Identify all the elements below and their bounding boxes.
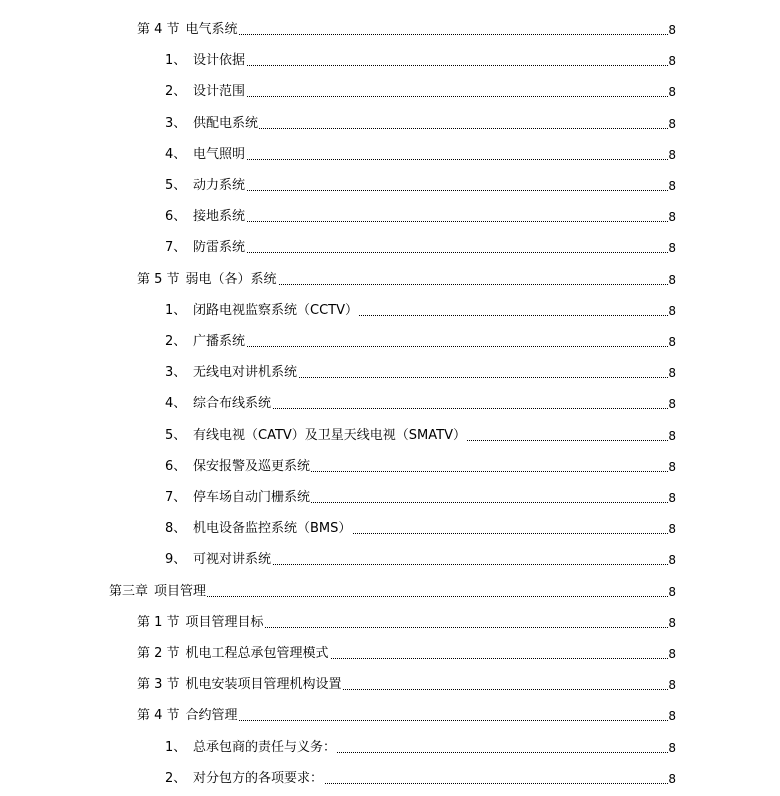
toc-entry-page-number: 8: [668, 304, 676, 318]
toc-entry[interactable]: [0, 581, 780, 603]
toc-entry-number: 5、: [165, 178, 187, 193]
toc-entry-page-number: 8: [668, 366, 676, 380]
toc-entry-page-number: 8: [668, 460, 676, 474]
toc-entry-text: [165, 768, 324, 790]
toc-entry-number: 6、: [165, 459, 187, 474]
toc-entry-number: 3、: [165, 116, 187, 131]
toc-entry[interactable]: [0, 518, 780, 540]
toc-entry-title: 弱电（各）系统: [185, 272, 277, 287]
toc-entry-page-number: 8: [668, 210, 676, 224]
toc-entry-number: 1、: [165, 740, 187, 755]
toc-entry[interactable]: [0, 549, 780, 571]
toc-entry-text: [165, 81, 246, 103]
toc-entry-title: 供配电系统: [193, 116, 259, 131]
toc-entry[interactable]: [0, 50, 780, 72]
toc-entry[interactable]: [0, 113, 780, 135]
toc-entry-number: 第 2 节: [137, 646, 180, 661]
toc-entry-text: [165, 144, 246, 166]
toc-entry-text: [165, 393, 272, 415]
toc-entry[interactable]: [0, 393, 780, 415]
toc-entry-text: [165, 300, 359, 322]
toc-entry-title: 合约管理: [185, 708, 238, 723]
toc-entry-title: 停车场自动门栅系统: [193, 490, 311, 505]
toc-entry-text: [137, 19, 239, 41]
toc-entry-text: [165, 425, 467, 447]
toc-entry-text: [165, 737, 337, 759]
toc-entry-page-number: 8: [668, 148, 676, 162]
toc-entry-page-number: 8: [668, 616, 676, 630]
toc-entry[interactable]: [0, 456, 780, 478]
toc-entry-number: 7、: [165, 490, 187, 505]
toc-entry-title: 有线电视（CATV）及卫星天线电视（SMATV）: [193, 428, 466, 443]
toc-entry-page-number: 8: [668, 335, 676, 349]
toc-entry[interactable]: [0, 612, 780, 634]
toc-entry-page-number: 8: [668, 491, 676, 505]
toc-entry-number: 3、: [165, 365, 187, 380]
toc-entry-number: 2、: [165, 84, 187, 99]
toc-entry-text: [165, 175, 246, 197]
toc-entry-number: 第 5 节: [137, 272, 180, 287]
toc-entry-page-number: 8: [668, 553, 676, 567]
toc-entry-text: [165, 331, 246, 353]
toc-entry-text: [137, 674, 343, 696]
toc-entry-text: [137, 612, 265, 634]
toc-entry-number: 第 1 节: [137, 615, 180, 630]
toc-entry-number: 2、: [165, 771, 187, 786]
toc-entry-text: [109, 581, 207, 603]
toc-entry-title: 对分包方的各项要求：: [193, 771, 324, 786]
toc-entry[interactable]: [0, 81, 780, 103]
toc-entry-number: 第 3 节: [137, 677, 180, 692]
toc-entry[interactable]: [0, 487, 780, 509]
toc-entry-number: 8、: [165, 521, 187, 536]
toc-entry-title: 设计依据: [193, 53, 246, 68]
toc-entry-page-number: 8: [668, 179, 676, 193]
toc-entry-title: 接地系统: [193, 209, 246, 224]
toc-entry-number: 4、: [165, 147, 187, 162]
toc-entry-title: 机电工程总承包管理模式: [185, 646, 329, 661]
toc-entry-page-number: 8: [668, 772, 676, 786]
toc-entry-text: [137, 643, 330, 665]
toc-entry-page-number: 8: [668, 741, 676, 755]
toc-entry-title: 电气照明: [193, 147, 246, 162]
toc-entry[interactable]: [0, 175, 780, 197]
toc-entry[interactable]: [0, 19, 780, 41]
toc-entry-text: [165, 518, 352, 540]
toc-entry-title: 设计范围: [193, 84, 246, 99]
toc-entry-text: [165, 549, 272, 571]
toc-entry[interactable]: [0, 362, 780, 384]
toc-entry-text: [165, 50, 246, 72]
toc-entry-text: [165, 113, 259, 135]
toc-entry-number: 第 4 节: [137, 708, 180, 723]
toc-entry-number: 4、: [165, 396, 187, 411]
toc-entry-page-number: 8: [668, 85, 676, 99]
toc-entry-page-number: 8: [668, 429, 676, 443]
toc-entry-page-number: 8: [668, 647, 676, 661]
toc-entry-text: [165, 237, 246, 259]
toc-entry-number: 9、: [165, 552, 187, 567]
toc-entry-page-number: 8: [668, 54, 676, 68]
toc-entry[interactable]: [0, 300, 780, 322]
toc-entry-title: 防雷系统: [193, 240, 246, 255]
toc-entry-number: 1、: [165, 303, 187, 318]
toc-entry-text: [137, 705, 239, 727]
toc-entry[interactable]: [0, 206, 780, 228]
toc-entry[interactable]: [0, 331, 780, 353]
toc-entry-text: [137, 269, 278, 291]
toc-entry-title: 综合布线系统: [193, 396, 272, 411]
toc-entry[interactable]: [0, 643, 780, 665]
toc-entry[interactable]: [0, 269, 780, 291]
toc-entry-number: 2、: [165, 334, 187, 349]
toc-entry-number: 第 4 节: [137, 22, 180, 37]
toc-entry[interactable]: [0, 737, 780, 759]
toc-entry-page-number: 8: [668, 678, 676, 692]
toc-entry-page-number: 8: [668, 397, 676, 411]
toc-entry-title: 总承包商的责任与义务：: [193, 740, 337, 755]
toc-entry-page-number: 8: [668, 241, 676, 255]
toc-entry-page-number: 8: [668, 23, 676, 37]
toc-entry-number: 5、: [165, 428, 187, 443]
toc-entry-number: 第三章: [109, 584, 149, 599]
toc-entry-text: [165, 487, 311, 509]
toc-entry-title: 广播系统: [193, 334, 246, 349]
toc-entry[interactable]: [0, 674, 780, 696]
toc-entry-text: [165, 362, 298, 384]
toc-entry-page-number: 8: [668, 709, 676, 723]
toc-entry-number: 1、: [165, 53, 187, 68]
toc-entry[interactable]: [0, 768, 780, 790]
toc-entry-title: 无线电对讲机系统: [193, 365, 298, 380]
toc-entry[interactable]: [0, 705, 780, 727]
toc-entry-page-number: 8: [668, 522, 676, 536]
toc-entry[interactable]: [0, 144, 780, 166]
toc-entry-number: 7、: [165, 240, 187, 255]
toc-entry-title: 保安报警及巡更系统: [193, 459, 311, 474]
toc-entry-title: 机电安装项目管理机构设置: [185, 677, 342, 692]
toc-entry-page-number: 8: [668, 273, 676, 287]
toc-entry-page-number: 8: [668, 117, 676, 131]
toc-entry-title: 闭路电视监察系统（CCTV）: [193, 303, 358, 318]
toc-entry-text: [165, 206, 246, 228]
toc-entry-page-number: 8: [668, 585, 676, 599]
toc-entry[interactable]: [0, 237, 780, 259]
toc-entry-title: 动力系统: [193, 178, 246, 193]
toc-entry-title: 机电设备监控系统（BMS）: [193, 521, 352, 536]
toc-entry[interactable]: [0, 425, 780, 447]
toc-entry-number: 6、: [165, 209, 187, 224]
toc-entry-title: 项目管理: [154, 584, 207, 599]
toc-entry-title: 电气系统: [185, 22, 238, 37]
toc-entry-text: [165, 456, 311, 478]
toc-entry-title: 项目管理目标: [185, 615, 264, 630]
toc-entry-title: 可视对讲系统: [193, 552, 272, 567]
